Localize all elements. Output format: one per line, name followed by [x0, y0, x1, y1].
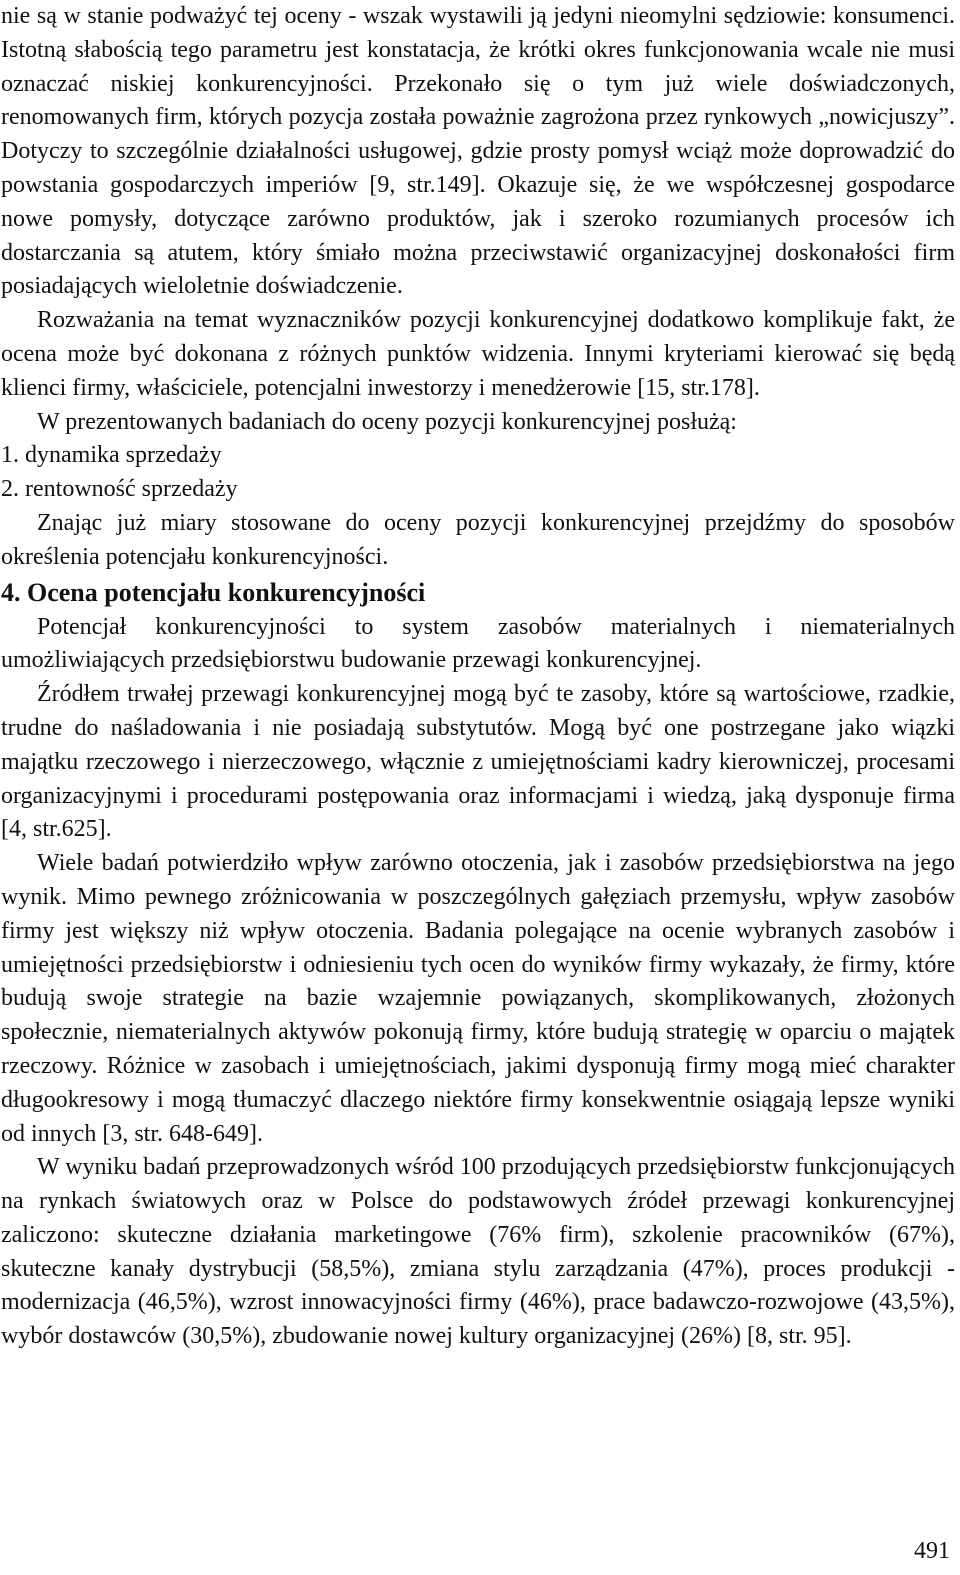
paragraph-transition: Znając już miary stosowane do oceny pozycji konkurencyjnej przejdźmy do sposobów określenia potencjału konkurencyjności.: [1, 509, 955, 570]
page-number: 491: [914, 1538, 950, 1564]
measures-list: [1, 439, 955, 507]
paragraph-research-results: Wiele badań potwierdziło wpływ zarówno otoczenia, jak i zasobów przedsiębiorstwa na jego wynik. Mimo pewnego zróżnicowania w poszczególnych gałęziach przemysłu, wpływ zasobów firmy jest większy niż wpływ otoczenia. Badania polegające na ocenie wybranych zasobów i umiejętności przedsiębiorstw i odniesieniu tych ocen do wyników firmy wykazały, że firmy, które budują swoje strategie na bazie wzajemnie powiązanych, skomplikowanych, złożonych społecznie, niematerialnych aktywów pokonują firmy, które budują strategię w oparciu o majątek rzeczowy. Różnice w zasobach i umiejętnościach, jakimi dysponują firmy mogą mieć charakter długookresowy i mogą tłumaczyć dlaczego niektóre firmy konsekwentnie osiągają lepsze wyniki od innych [3, str. 648-649].: [1, 850, 955, 1147]
paragraph-survey-findings: W wyniku badań przeprowadzonych wśród 100 przodujących przedsiębiorstw funkcjonujących na rynkach światowych oraz w Polsce do podstawowych źródeł przewagi konkurencyjnej zaliczono: skuteczne działania marketingowe (76% firm), szkolenie pracowników (67%), skuteczne kanały dystrybucji (58,5%), zmiana stylu zarządzania (47%), proces produkcji - modernizacja (46,5%), wzrost innowacyjności firmy (46%), prace badawczo-rozwojowe (43,5%), wybór dostawców (30,5%), zbudowanie nowej kultury organizacyjnej (26%) [8, str. 95].: [1, 1154, 955, 1350]
list-item: 1. dynamika sprzedaży: [1, 442, 222, 469]
paragraph-competitive-position-perspectives: Rozważania na temat wyznaczników pozycji konkurencyjnej dodatkowo komplikuje fakt, że ocena może być dokonana z różnych punktów widzenia. Innymi kryteriami kierować się będą klienci firmy, właściciele, potencjalni inwestorzy i menedżerowie [15, str.178].: [1, 307, 955, 401]
list-item: 2. rentowność sprzedaży: [1, 476, 238, 503]
paragraph-continued: nie są w stanie podważyć tej oceny - wszak wystawili ją jedyni nieomylni sędziowie: konsumenci. Istotną słabością tego parametru jest konstatacja, że krótki okres funkcjonowania wcale nie musi oznaczać niskiej konkurencyjności. Przekonało się o tym już wiele doświadczonych, renomowanych firm, których pozycja została poważnie zagrożona przez rynkowych „nowicjuszy”. Dotyczy to szczególnie działalności usługowej, gdzie prosty pomysł wciąż może doprowadzić do powstania gospodarczych imperiów [9, str.149]. Okazuje się, że we współczesnej gospodarce nowe pomysły, dotyczące zarówno produktów, jak i szeroko rozumianych procesów ich dostarczania są atutem, który śmiało można przeciwstawić organizacyjnej doskonałości firm posiadających wieloletnie doświadczenie.: [1, 3, 955, 300]
section-heading: 4. Ocena potencjału konkurencyjności: [1, 577, 426, 607]
paragraph-potential-definition: Potencjał konkurencyjności to system zasobów materialnych i niematerialnych umożliwiających przedsiębiorstwu budowanie przewagi konkurencyjnej.: [1, 613, 955, 674]
paragraph-measures-intro: W prezentowanych badaniach do oceny pozycji konkurencyjnej posłużą:: [37, 408, 737, 435]
paragraph-advantage-sources: Źródłem trwałej przewagi konkurencyjnej mogą być te zasoby, które są wartościowe, rzadkie, trudne do naśladowania i nie posiadają substytutów. Mogą być one postrzegane jako wiązki majątku rzeczowego i nierzeczowego, włącznie z umiejętnościami kadry kierowniczej, procesami organizacyjnymi i procedurami postępowania oraz informacjami i wiedzą, jaką dysponuje firma [4, str.625].: [1, 681, 955, 843]
